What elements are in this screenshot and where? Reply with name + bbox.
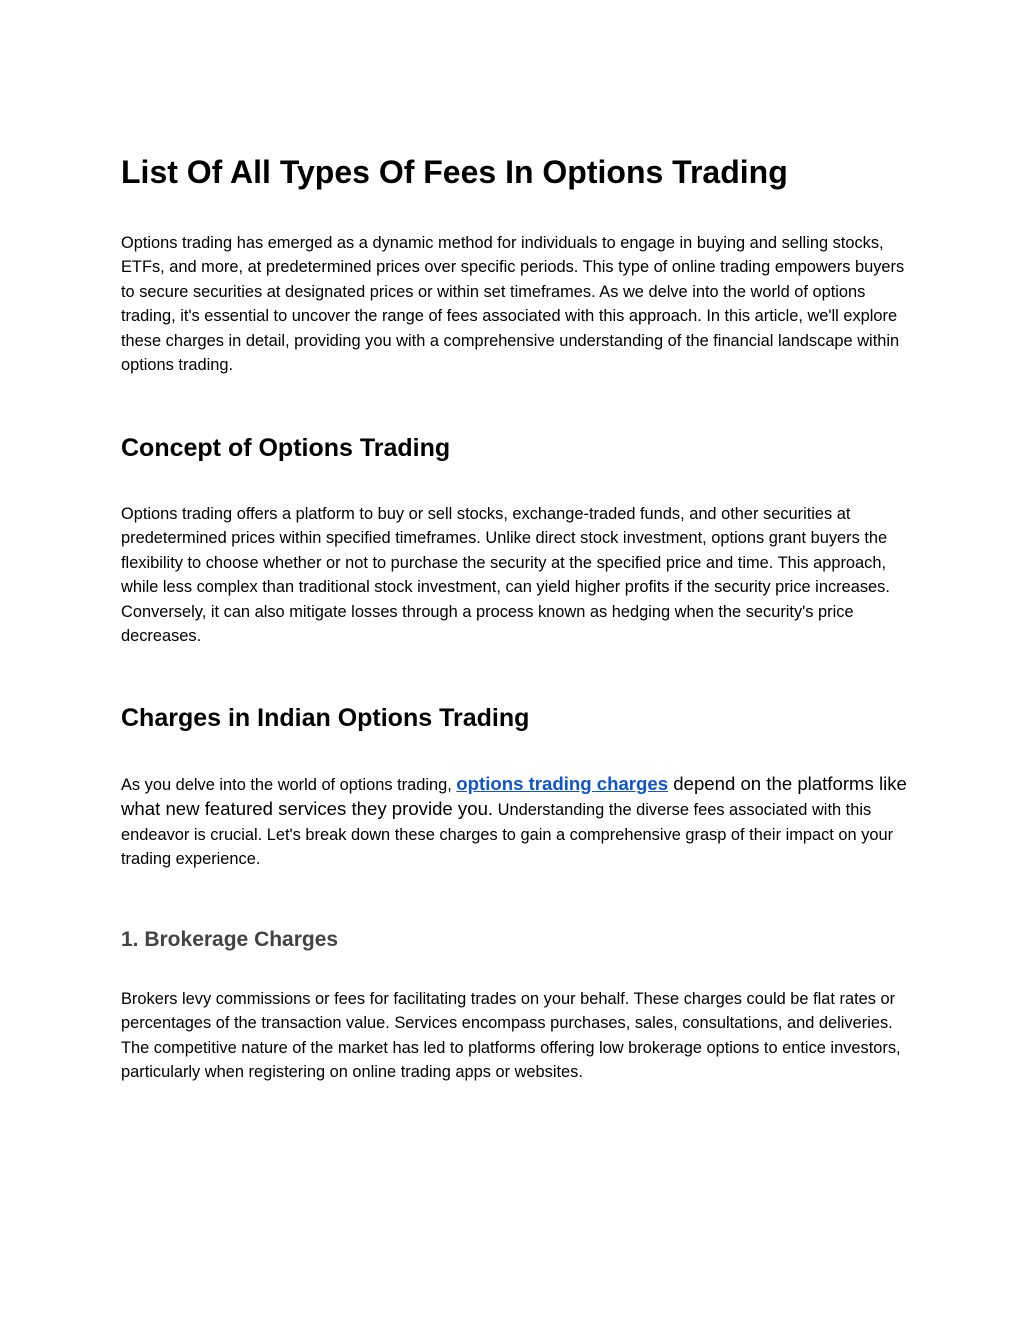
- concept-paragraph: Options trading offers a platform to buy or sell stocks, exchange-traded funds, and other securities at predetermined prices within specified timeframes. Unlike direct stock investment, options grant buyers the flexibility to choose whether or not to purchase the security at the specified price and time. This approach, while less complex than traditional stock investment, can yield higher profits if the security price increases. Conversely, it can also mitigate losses through a process known as hedging when the security's price decreases.: [121, 505, 890, 646]
- charges-text-large: depend on the platforms like what new featured services they provide you.: [121, 773, 907, 820]
- charges-paragraph: [121, 772, 911, 872]
- section-heading-concept: Concept of Options Trading: [121, 434, 451, 462]
- options-trading-charges-link[interactable]: options trading charges: [456, 773, 669, 794]
- charges-text-prefix: As you delve into the world of options trading,: [121, 776, 457, 794]
- subsection-heading-brokerage: 1. Brokerage Charges: [121, 928, 339, 951]
- brokerage-paragraph: Brokers levy commissions or fees for facilitating trades on your behalf. These charges could be flat rates or percentages of the transaction value. Services encompass purchases, sales, consultations, and deliveries. The competitive nature of the market has led to platforms offering low brokerage options to entice investors, particularly when registering on online trading apps or websites.: [121, 990, 901, 1082]
- charges-text-suffix: Understanding the diverse fees associated with this endeavor is crucial. Let's break down these charges to gain a comprehensive grasp of their impact on your trading experience.: [121, 801, 894, 869]
- section-heading-charges: Charges in Indian Options Trading: [121, 704, 530, 732]
- page-title: List Of All Types Of Fees In Options Trading: [121, 154, 788, 190]
- intro-paragraph: Options trading has emerged as a dynamic method for individuals to engage in buying and selling stocks, ETFs, and more, at predetermined prices over specific periods. This type of online trading empowers buyers to secure securities at designated prices or within set timeframes. As we delve into the world of options trading, it's essential to uncover the range of fees associated with this approach. In this article, we'll explore these charges in detail, providing you with a comprehensive understanding of the financial landscape within options trading.: [121, 234, 905, 375]
